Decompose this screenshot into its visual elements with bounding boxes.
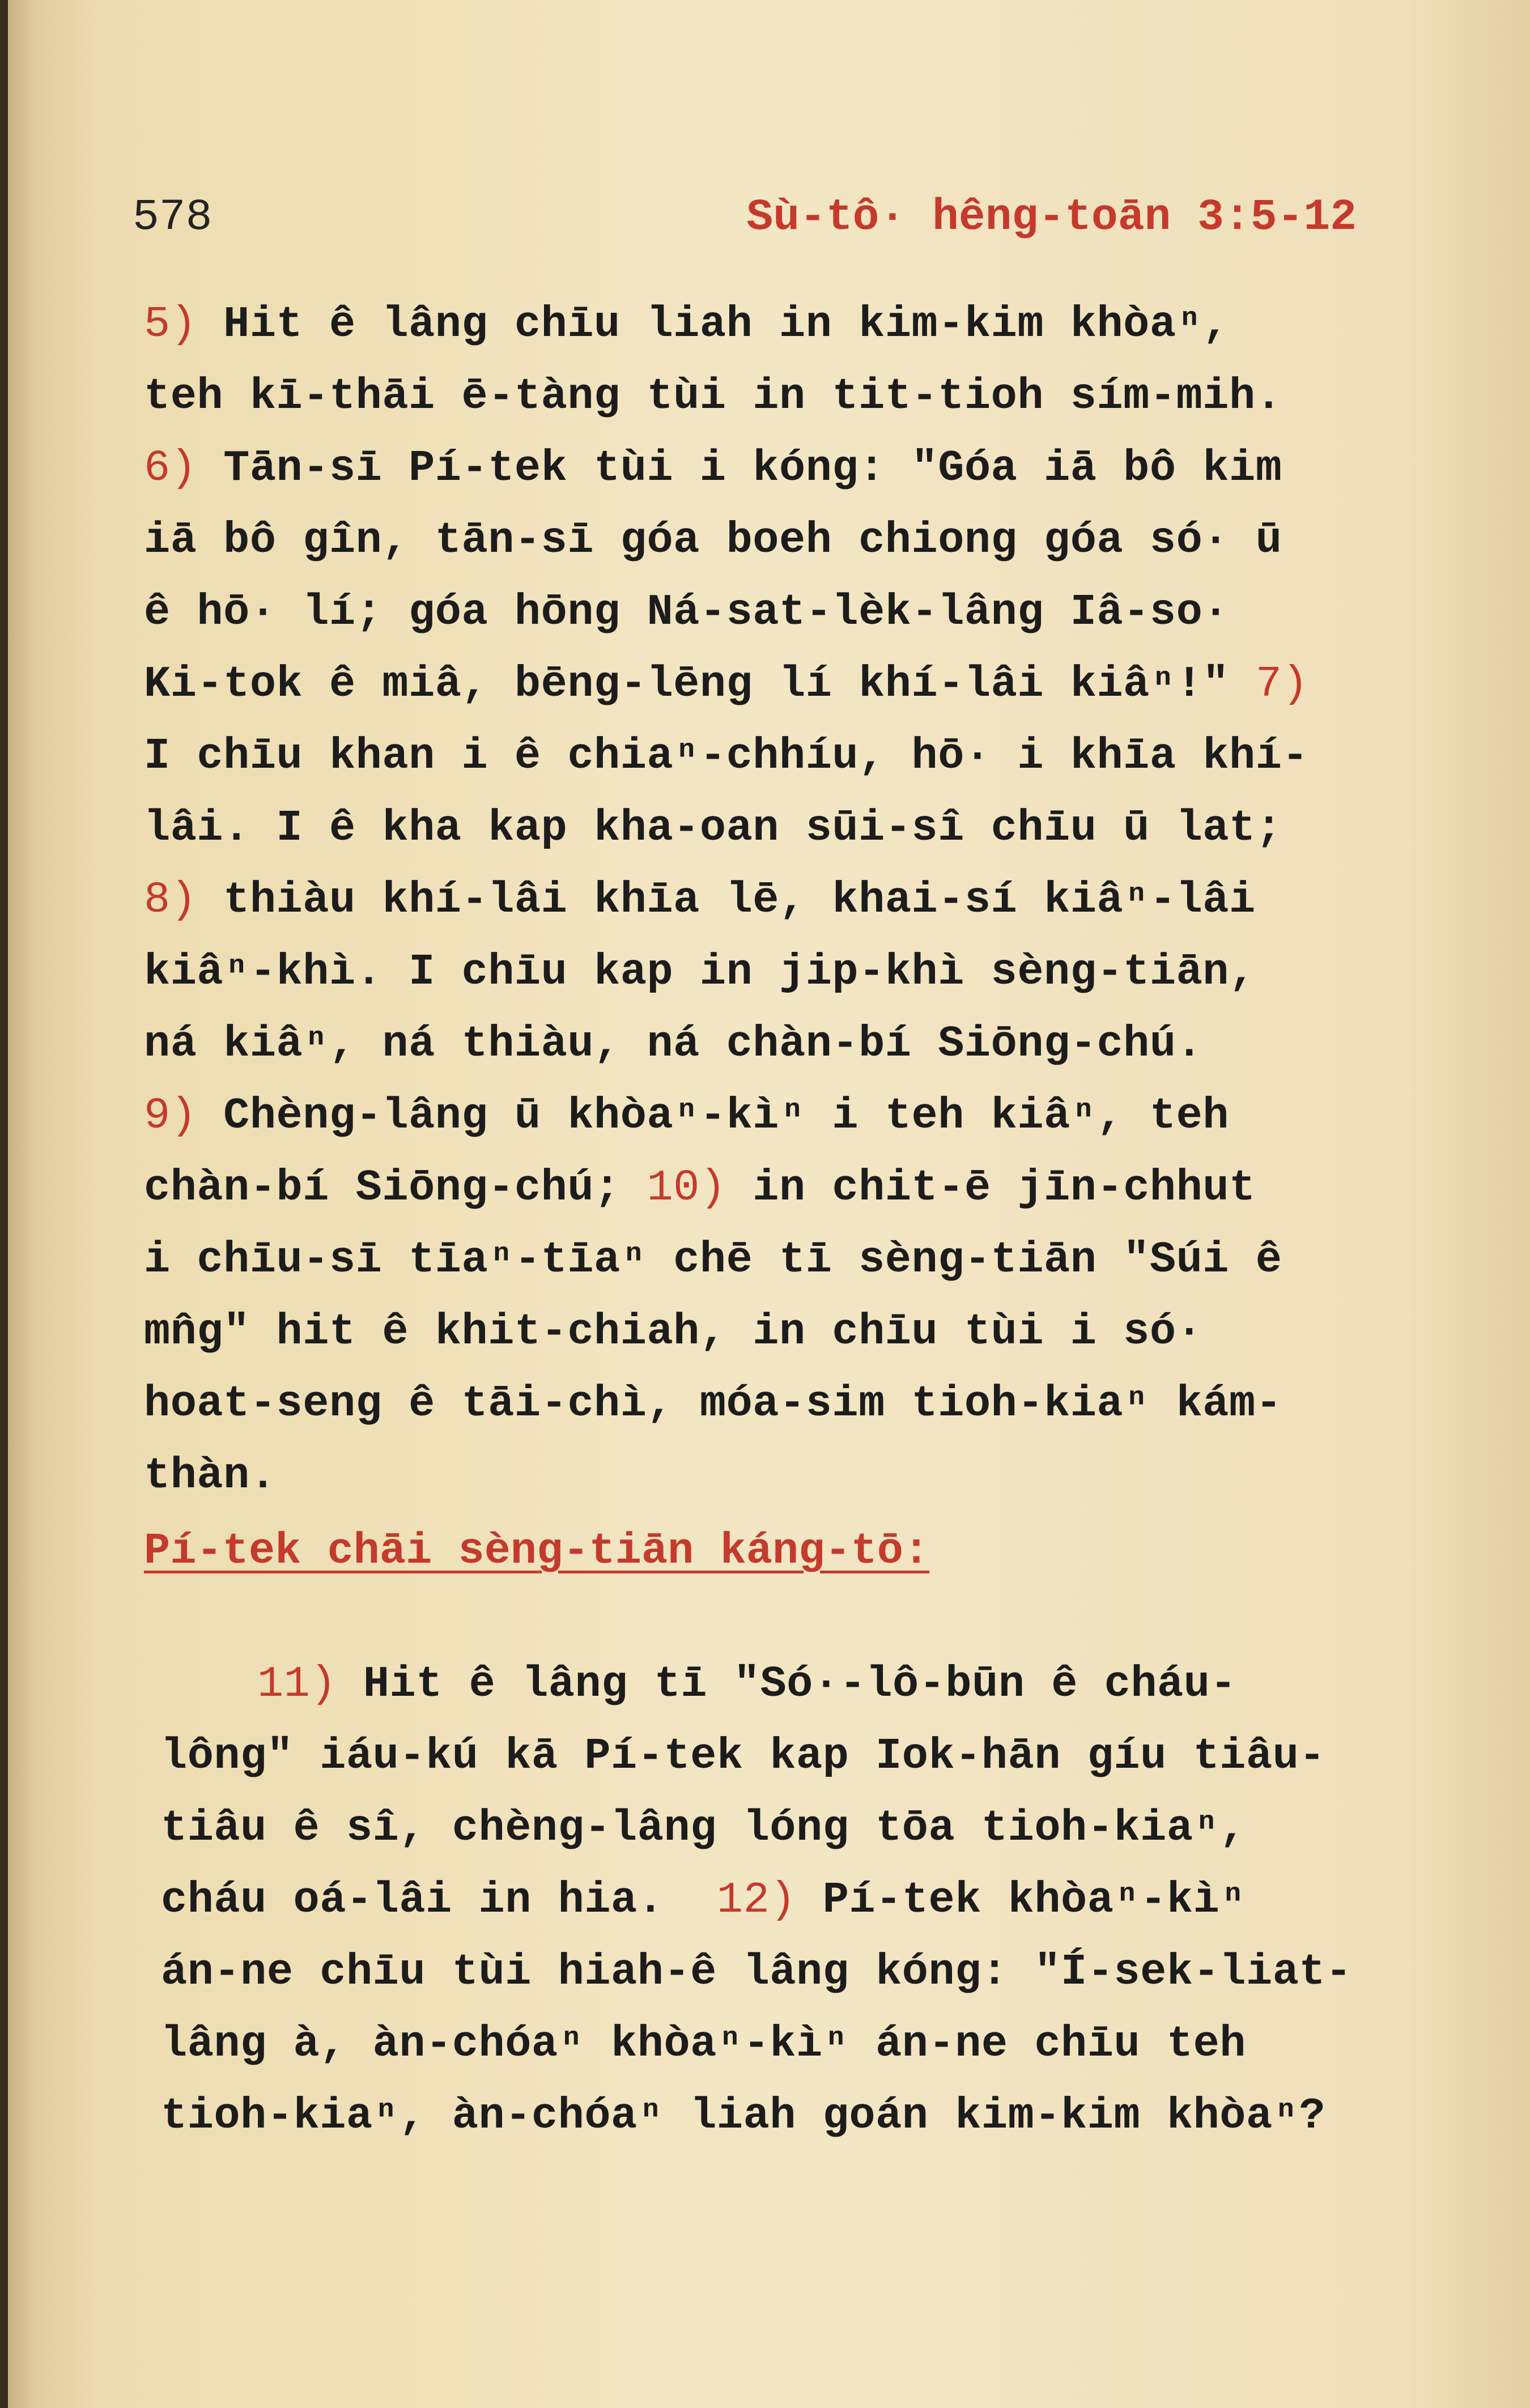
verse-number: 8) xyxy=(144,876,197,925)
verse-block-2 xyxy=(161,1649,1408,2152)
running-title: Sù-tô· hêng-toān 3:5-12 xyxy=(746,193,1357,242)
text-line: 11) Hit ê lâng tī "Só·-lô-būn ê cháu- xyxy=(257,1660,1237,1709)
verse-number: 12) xyxy=(716,1876,796,1925)
text-line: 8) thiàu khí-lâi khīa lē, khai-sí kiâⁿ-lâi xyxy=(144,876,1256,925)
text-line: 6) Tān-sī Pí-tek tùi i kóng: "Góa iā bô kim xyxy=(144,444,1282,493)
text-line: 5) Hit ê lâng chīu liah in kim-kim khòaⁿ, xyxy=(144,300,1230,350)
text-line: lâi. I ê kha kap kha-oan sūi-sî chīu ū lat; xyxy=(144,804,1282,853)
text-line: án-ne chīu tùi hiah-ê lâng kóng: "Í-sek-liat- xyxy=(161,1948,1352,1997)
section-heading: Pí-tek chāi sèng-tiān káng-tō: xyxy=(144,1527,930,1576)
text-line: iā bô gîn, tān-sī góa boeh chiong góa só· ū xyxy=(144,516,1282,565)
text-line: I chīu khan i ê chiaⁿ-chhíu, hō· i khīa khí- xyxy=(144,732,1309,781)
text-line: lâng à, àn-chóaⁿ khòaⁿ-kìⁿ án-ne chīu teh xyxy=(161,2020,1247,2069)
page-number: 578 xyxy=(133,193,212,242)
verse-number: 10) xyxy=(647,1164,726,1213)
text-line: tioh-kiaⁿ, àn-chóaⁿ liah goán kim-kim khòaⁿ? xyxy=(161,2092,1326,2141)
text-line: lông" iáu-kú kā Pí-tek kap Iok-hān gíu tiâu- xyxy=(161,1732,1326,1781)
text-line: kiâⁿ-khì. I chīu kap in jip-khì sèng-tiān, xyxy=(144,948,1256,997)
text-line: hoat-seng ê tāi-chì, móa-sim tioh-kiaⁿ kám- xyxy=(144,1380,1282,1429)
text-line: ná kiâⁿ, ná thiàu, ná chàn-bí Siōng-chú. xyxy=(144,1020,1203,1069)
text-line: Ki-tok ê miâ, bēng-lēng lí khí-lâi kiâⁿ!" 7) xyxy=(144,660,1309,709)
text-line: mn̂g" hit ê khit-chiah, in chīu tùi i só· xyxy=(144,1308,1203,1357)
text-line: chàn-bí Siōng-chú; 10) in chit-ē jīn-chhut xyxy=(144,1164,1256,1213)
text-line: tiâu ê sî, chèng-lâng lóng tōa tioh-kiaⁿ, xyxy=(161,1804,1247,1853)
text-line: thàn. xyxy=(144,1452,277,1501)
book-page xyxy=(8,0,1530,2408)
verse-number: 11) xyxy=(257,1660,337,1709)
text-line: 9) Chèng-lâng ū khòaⁿ-kìⁿ i teh kiâⁿ, teh xyxy=(144,1092,1230,1141)
verse-number: 9) xyxy=(144,1092,197,1141)
text-line: teh kī-thāi ē-tàng tùi in tit-tioh sím-mih. xyxy=(144,372,1282,422)
verse-block-1 xyxy=(144,289,1402,1512)
text-line: ê hō· lí; góa hōng Ná-sat-lèk-lâng Iâ-so· xyxy=(144,588,1230,637)
page-header xyxy=(133,193,1357,255)
text-line: cháu oá-lâi in hia. 12) Pí-tek khòaⁿ-kìⁿ xyxy=(161,1876,1247,1925)
verse-number: 6) xyxy=(144,444,197,493)
verse-number: 7) xyxy=(1255,660,1309,709)
text-line: i chīu-sī tīaⁿ-tīaⁿ chē tī sèng-tiān "Súi ê xyxy=(144,1236,1282,1285)
verse-number: 5) xyxy=(144,300,197,350)
